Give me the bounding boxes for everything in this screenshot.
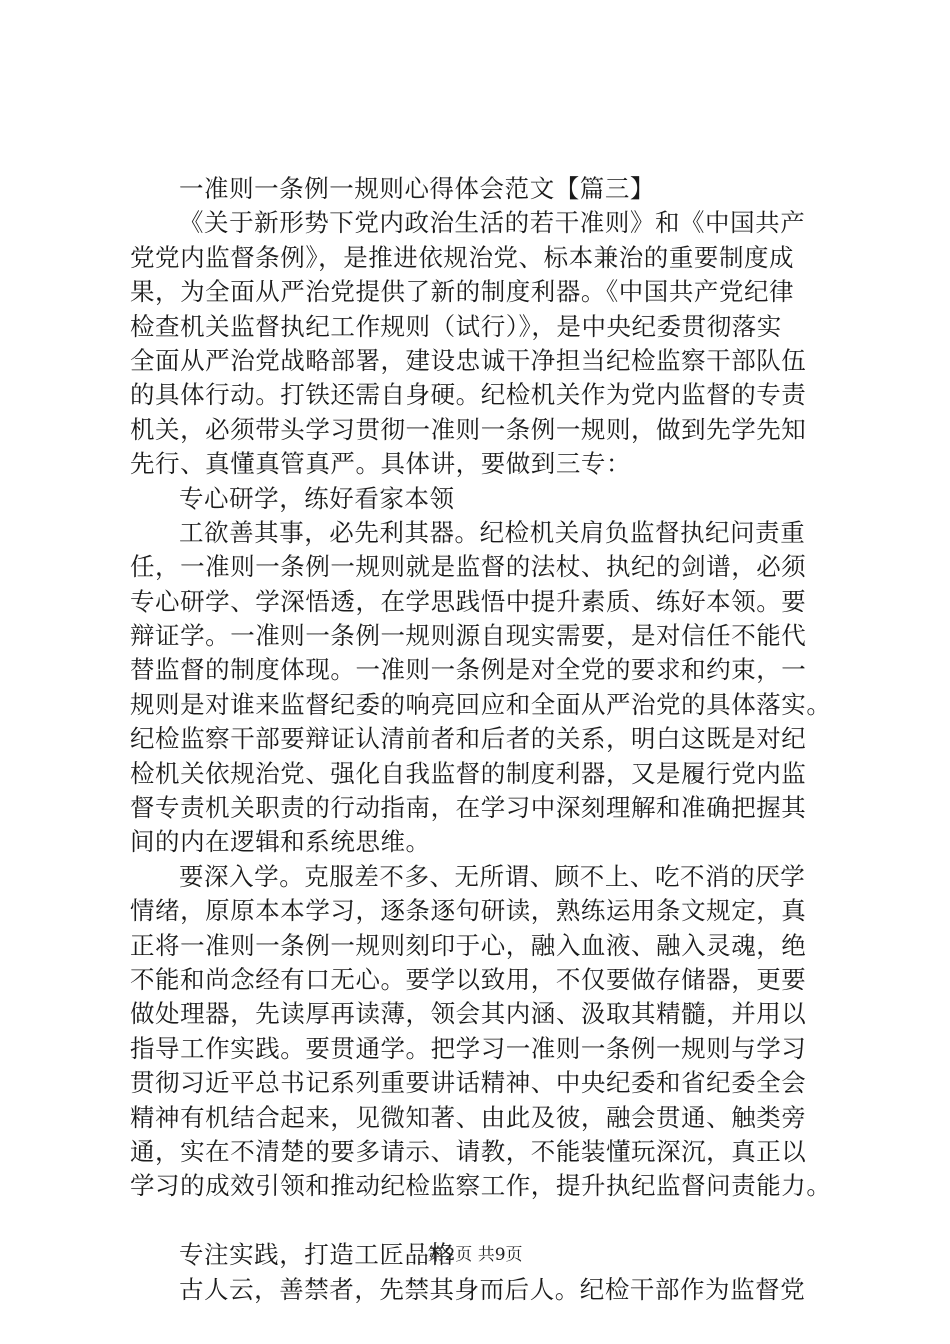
- paragraph-line: 工欲善其事，必先利其器。纪检机关肩负监督执纪问责重: [179, 517, 806, 547]
- paragraph-line: 精神有机结合起来，见微知著、由此及彼，融会贯通、触类旁: [130, 1102, 807, 1132]
- page-footer: 第2页 共9页: [427, 1245, 523, 1265]
- paragraph-line: 规则是对谁来监督纪委的响亮回应和全面从严治党的具体落实。: [130, 689, 832, 719]
- paragraph-line: 做处理器，先读厚再读薄，领会其内涵、汲取其精髓，并用以: [130, 999, 807, 1029]
- paragraph-line: 辩证学。一准则一条例一规则源自现实需要，是对信任不能代: [130, 621, 807, 651]
- paragraph-line: 检查机关监督执纪工作规则（试行）》，是中央纪委贯彻落实: [130, 311, 782, 341]
- document-body: [130, 172, 835, 1307]
- paragraph-line: 学习的成效引领和推动纪检监察工作，提升执纪监督问责能力。: [130, 1171, 832, 1201]
- paragraph-line: 纪检监察干部要辩证认清前者和后者的关系，明白这既是对纪: [130, 724, 807, 754]
- paragraph-line: 要深入学。克服差不多、无所谓、顾不上、吃不消的厌学: [179, 861, 806, 891]
- paragraph-line: 检机关依规治党、强化自我监督的制度利器，又是履行党内监: [130, 758, 807, 788]
- paragraph-line: 全面从严治党战略部署，建设忠诚干净担当纪检监察干部队伍: [130, 345, 807, 375]
- paragraph-line: 间的内在逻辑和系统思维。: [130, 827, 431, 857]
- paragraph-line: 督专责机关职责的行动指南，在学习中深刻理解和准确把握其: [130, 793, 807, 823]
- paragraph-line: 通，实在不清楚的要多请示、请教，不能装懂玩深沉，真正以: [130, 1136, 807, 1166]
- paragraph-line: 正将一准则一条例一规则刻印于心，融入血液、融入灵魂，绝: [130, 930, 807, 960]
- section-title: 一准则一条例一规则心得体会范文【篇三】: [179, 174, 655, 203]
- paragraph-line: 情绪，原原本本学习，逐条逐句研读，熟练运用条文规定，真: [130, 896, 807, 926]
- paragraph-line: 机关，必须带头学习贯彻一准则一条例一规则，做到先学先知: [130, 414, 807, 444]
- paragraph-line: 党党内监督条例》，是推进依规治党、标本兼治的重要制度成: [130, 242, 795, 272]
- paragraph-line: 替监督的制度体现。一准则一条例是对全党的要求和约束，一: [130, 655, 807, 685]
- paragraph-line: 先行、真懂真管真严。具体讲，要做到三专：: [130, 449, 631, 479]
- paragraph-line: 果，为全面从严治党提供了新的制度利器。《中国共产党纪律: [130, 277, 795, 307]
- paragraph-line: 的具体行动。打铁还需自身硬。纪检机关作为党内监督的专责: [130, 380, 807, 410]
- paragraph-line: 《关于新形势下党内政治生活的若干准则》和《中国共产: [179, 208, 806, 238]
- paragraph-line: 贯彻习近平总书记系列重要讲话精神、中央纪委和省纪委全会: [130, 1068, 807, 1098]
- paragraph-line: 不能和尚念经有口无心。要学以致用，不仅要做存储器，更要: [130, 964, 807, 994]
- paragraph-line: 古人云，善禁者，先禁其身而后人。纪检干部作为监督党: [179, 1274, 806, 1304]
- paragraph-line: 专心研学、学深悟透，在学思践悟中提升素质、练好本领。要: [130, 586, 807, 616]
- subheading: 专注实践，打造工匠品格: [179, 1240, 455, 1270]
- subheading: 专心研学，练好看家本领: [179, 483, 455, 513]
- paragraph-line: 任，一准则一条例一规则就是监督的法杖、执纪的剑谱，必须: [130, 552, 807, 582]
- paragraph-line: 指导工作实践。要贯通学。把学习一准则一条例一规则与学习: [130, 1033, 807, 1063]
- blank-line: [130, 1204, 835, 1238]
